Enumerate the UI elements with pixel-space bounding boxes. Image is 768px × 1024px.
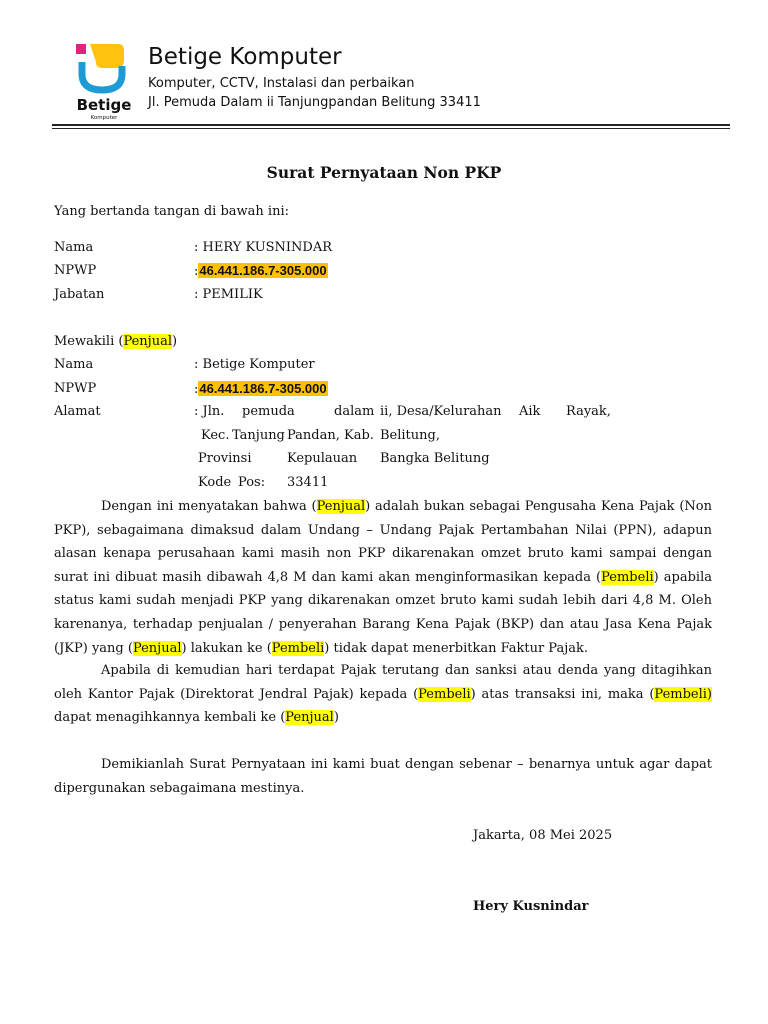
signer-npwp-label: NPWP (54, 263, 97, 278)
statement-paragraph-1: Dengan ini menyatakan bahwa (Penjual) adalah bukan sebagai Pengusaha Kena Pajak (Non PKP), sebagaimana dimaksud dalam Undang – Undang Pajak Pertambahan Nilai (PPN), adapun alasan kenapa perusahaan kami masih non PKP dikarenakan omzet bruto kami sampai dengan surat ini dibuat masih dibawah 4,8 M dan kami akan menginformasikan kepada (Pembeli) apabila status kami sudah menjadi PKP yang dikarenakan omzet bruto kami sudah lebih dari 4,8 M. Oleh karenanya, terhadap penjualan / penyerahan Barang Kena Pajak (BKP) dan atau Jasa Kena Pajak (JKP) yang (Penjual) lakukan ke (Pembeli) tidak dapat menerbitkan Faktur Pajak. (54, 499, 712, 656)
highlight-penjual: Penjual (285, 710, 334, 726)
signer-npwp-value (194, 264, 328, 278)
intro-text: Yang bertanda tangan di bawah ini: (54, 204, 289, 219)
signer-name-value: : HERY KUSNINDAR (194, 240, 333, 255)
signer-name-label: Nama (54, 240, 94, 255)
company-name-label: Nama (54, 357, 94, 372)
logo-graphic (72, 42, 134, 122)
header-rule (52, 124, 730, 126)
company-name-value: : Betige Komputer (194, 357, 315, 372)
signer-jabatan-label: Jabatan (54, 287, 105, 302)
logo-text: Betige (76, 96, 132, 114)
header-rule-thin (52, 128, 730, 129)
company-npwp-value (194, 382, 328, 396)
statement-paragraph-2: Apabila di kemudian hari terdapat Pajak terutang dan sanksi atau denda yang ditagihkan oleh Kantor Pajak (Direktorat Jendral Pajak) kepada (Pembeli) atas transaksi ini, maka (Pembeli) dapat menagihkannya kembali ke (Penjual) (54, 663, 712, 726)
highlight-penjual: Penjual (132, 640, 182, 656)
document-title: Surat Pernyataan Non PKP (266, 163, 502, 182)
signer-jabatan-value: : PEMILIK (194, 287, 263, 302)
role-highlight: Penjual (123, 334, 172, 349)
highlight-pembeli: Pembeli (418, 686, 471, 702)
closing-paragraph: Demikianlah Surat Pernyataan ini kami buat dengan sebenar – benarnya untuk agar dapat dipergunakan sebagaimana mestinya. (54, 757, 712, 796)
highlight-pembeli: Pembeli (271, 640, 325, 656)
place-date: Jakarta, 08 Mei 2025 (473, 828, 613, 843)
highlight-pembeli: Pembeli (601, 569, 654, 585)
company-tagline: Komputer, CCTV, Instalasi dan perbaikan (148, 76, 415, 91)
signature-name: Hery Kusnindar (473, 899, 589, 914)
company-npwp-label: NPWP (54, 381, 97, 396)
signer-npwp-number: 46.441.186.7-305.000 (199, 263, 327, 278)
represent-heading: Mewakili (Penjual) (54, 334, 178, 349)
alamat-label: Alamat (54, 404, 101, 419)
company-npwp-number: 46.441.186.7-305.000 (199, 381, 327, 396)
company-npwp-colon: : (194, 382, 199, 397)
signer-npwp-colon: : (194, 264, 199, 279)
company-name: Betige Komputer (148, 44, 342, 70)
highlight-pembeli: Pembeli) (654, 686, 712, 702)
logo-subtext: Komputer (90, 115, 118, 121)
company-address: Jl. Pemuda Dalam ii Tanjungpandan Belitung 33411 (148, 95, 481, 110)
highlight-penjual: Penjual (316, 499, 366, 514)
company-logo (72, 42, 134, 122)
